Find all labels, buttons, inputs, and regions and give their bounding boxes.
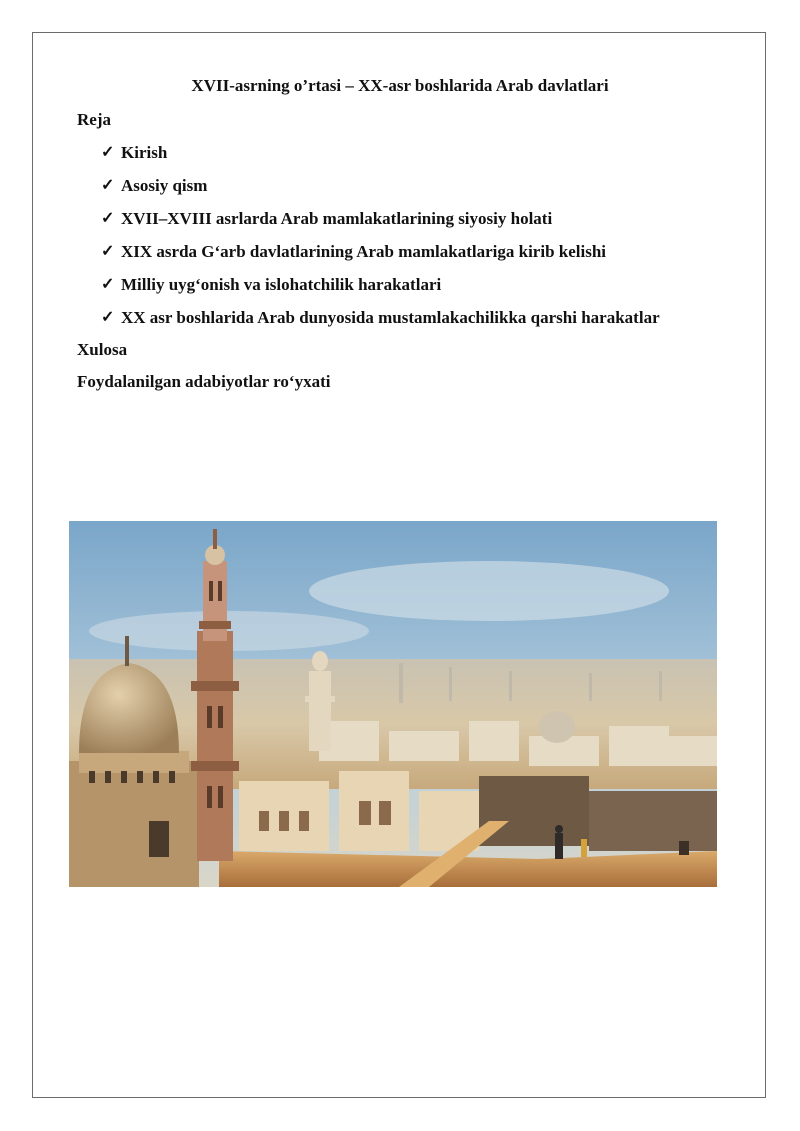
plan-item-text: XX asr boshlarida Arab dunyosida mustamlakachilikka qarshi harakatlar — [121, 308, 660, 327]
references-heading: Foydalanilgan adabiyotlar ro‘yxati — [77, 372, 331, 391]
plan-item-text: Asosiy qism — [121, 176, 208, 195]
plan-item — [101, 308, 660, 341]
cairo-cityscape-painting — [69, 521, 717, 887]
plan-item — [101, 176, 660, 209]
plan-heading: Reja — [77, 110, 111, 129]
document-title: XVII-asrning o’rtasi – XX-asr boshlarida Arab davlatlari — [191, 76, 609, 95]
checkmark-icon: ✓ — [101, 177, 115, 194]
plan-item — [101, 143, 660, 176]
plan-item-text: XVII–XVIII asrlarda Arab mamlakatlarining siyosiy holati — [121, 209, 553, 228]
cityscape-illustration — [69, 521, 717, 887]
plan-list — [101, 143, 660, 341]
conclusion-heading: Xulosa — [77, 340, 128, 359]
plan-item — [101, 209, 660, 242]
checkmark-icon: ✓ — [101, 210, 115, 227]
plan-item — [101, 242, 660, 275]
checkmark-icon: ✓ — [101, 276, 115, 293]
checkmark-icon: ✓ — [101, 144, 115, 161]
checkmark-icon: ✓ — [101, 243, 115, 260]
plan-item-text: XIX asrda G‘arb davlatlarining Arab mamlakatlariga kirib kelishi — [121, 242, 607, 261]
plan-item-text: Kirish — [121, 143, 168, 162]
plan-item — [101, 275, 660, 308]
plan-item-text: Milliy uyg‘onish va islohatchilik harakatlari — [121, 275, 442, 294]
checkmark-icon: ✓ — [101, 309, 115, 326]
